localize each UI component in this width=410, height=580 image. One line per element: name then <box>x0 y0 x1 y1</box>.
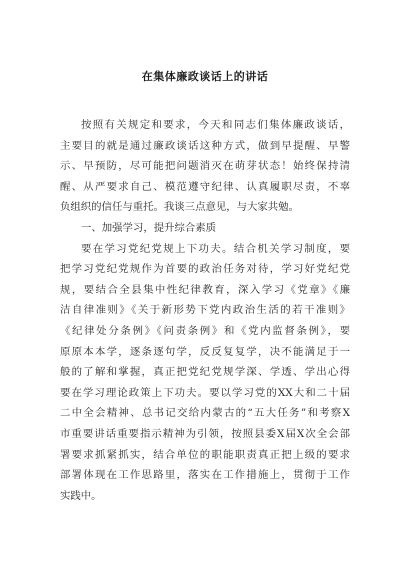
paragraph-line: 按照有关规定和要求，今天和同志们集体廉政谈话， <box>81 119 350 131</box>
paragraph-line: 般的了解和掌握，真正把党纪党规学深、学透、学出心得 <box>60 366 350 379</box>
paragraph-line: 醒、从严要求自己、模范遵守纪律、认真履职尽责，不辜 <box>60 180 350 193</box>
paragraph-line: 洁自律准则》《关于新形势下党内政治生活的若干准则》 <box>60 304 350 317</box>
paragraph-line: 署要求抓紧抓实，结合单位的职能职责真正把上级的要求 <box>60 448 350 461</box>
paragraph-line: 二中全会精神、总书记交给内蒙古的“五大任务”和考察X <box>60 407 350 420</box>
document-title: 在集体廉政谈话上的讲话 <box>141 70 269 83</box>
paragraph-line: 要在学习党纪党规上下功夫。结合机关学习制度，要 <box>81 242 350 255</box>
paragraph-line: 一、加强学习，提升综合素质 <box>81 221 217 234</box>
document-body <box>60 115 350 506</box>
paragraph-line: 要在学习理论政策上下功夫。要以学习党的XX大和二十届 <box>60 386 350 399</box>
paragraph-line: 《纪律处分条例》《问责条例》和《党内监督条例》，要 <box>60 324 350 337</box>
paragraph-line: 规，要结合全县集中性纪律教育，深入学习《党章》《廉 <box>60 283 350 296</box>
paragraph-line: 示、早预防，尽可能把问题消灭在萌芽状态！始终保持清 <box>60 160 350 173</box>
paragraph-line: 原原本本学，逐条逐句学，反反复复学，决不能满足于一 <box>60 345 350 358</box>
paragraph-line: 把学习党纪党规作为首要的政治任务对待，学习好党纪党 <box>60 263 350 276</box>
paragraph-line: 部署体现在工作思路里，落实在工作措施上，贯彻于工作 <box>60 469 350 482</box>
paragraph-line: 主要目的就是通过廉政谈话这种方式，做到早提醒、早警 <box>60 139 350 152</box>
paragraph-line: 实践中。 <box>60 489 102 502</box>
paragraph-line: 负组织的信任与重托。我谈三点意见，与大家共勉。 <box>60 201 299 214</box>
paragraph-line: 市重要讲话重要指示精神为引领，按照县委X届X次全会部 <box>60 427 350 440</box>
